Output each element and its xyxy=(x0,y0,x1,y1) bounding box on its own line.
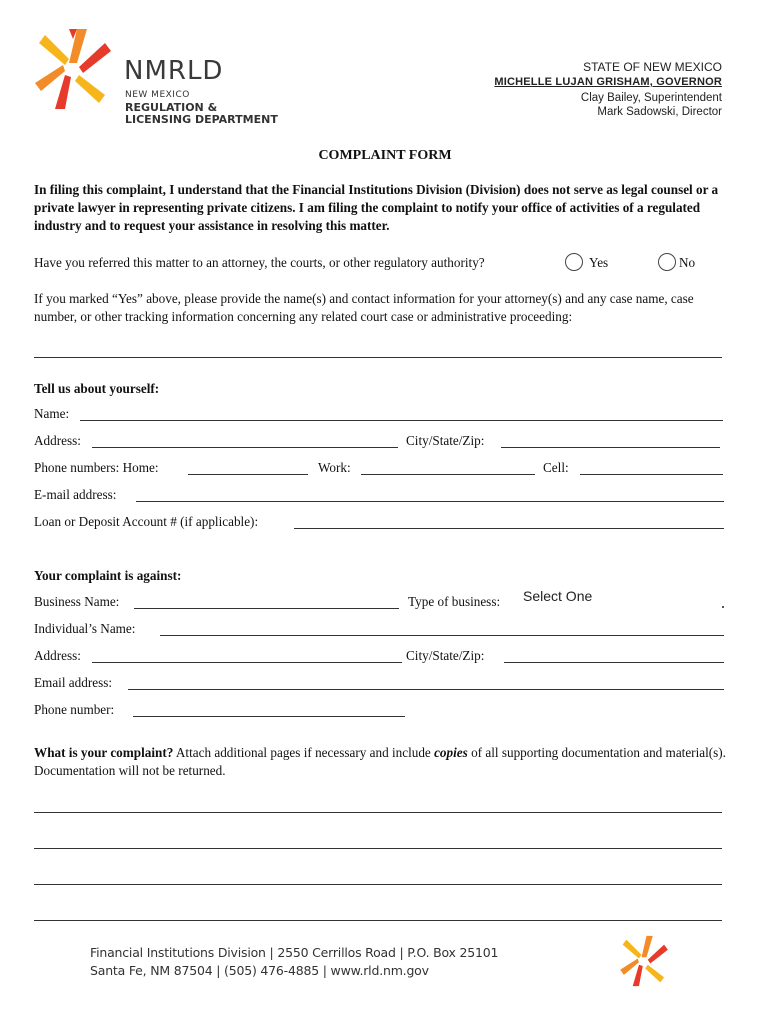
form-title: COMPLAINT FORM xyxy=(318,148,452,163)
select-dot xyxy=(722,606,724,608)
complaint-line-2[interactable] xyxy=(34,848,722,849)
referral-details-text: If you marked “Yes” above, please provide the name(s) and contact information for your attorney(s) and any case name, case number, or other tracking information concerning any related court case or administrative proceeding: xyxy=(34,291,694,324)
yes-label: Yes xyxy=(589,255,609,270)
phone-home-field[interactable] xyxy=(188,474,308,475)
phone-work-label: Work: xyxy=(318,460,351,475)
business-name-label: Business Name: xyxy=(34,594,120,609)
address-label: Address: xyxy=(34,433,81,448)
complaint-instructions xyxy=(34,744,734,780)
against-heading: Your complaint is against: xyxy=(34,568,182,583)
city-state-zip-label: City/State/Zip: xyxy=(406,433,485,448)
account-field[interactable] xyxy=(294,528,724,529)
phone-home-label: Phone numbers: Home: xyxy=(34,460,159,475)
complaint-text-b: of all supporting documentation and material(s). Documentation will not be returned. xyxy=(34,745,726,778)
business-name-field[interactable] xyxy=(134,608,399,609)
logo-line-3: LICENSING DEPARTMENT xyxy=(125,113,278,126)
phone-work-field[interactable] xyxy=(361,474,535,475)
no-label: No xyxy=(679,255,696,270)
complaint-line-3[interactable] xyxy=(34,884,722,885)
nmrld-logo-mark xyxy=(32,26,114,112)
footer-address: Financial Institutions Division | 2550 Cerrillos Road | P.O. Box 25101 xyxy=(90,945,499,960)
business-address-label: Address: xyxy=(34,648,81,663)
logo-wordmark: NMRLD xyxy=(124,56,224,86)
business-phone-field[interactable] xyxy=(133,716,405,717)
city-state-zip-field[interactable] xyxy=(501,447,720,448)
name-field[interactable] xyxy=(80,420,723,421)
complaint-line-1[interactable] xyxy=(34,812,722,813)
address-field[interactable] xyxy=(92,447,398,448)
footer-logo-mark xyxy=(616,934,672,988)
complaint-line-4[interactable] xyxy=(34,920,722,921)
account-label: Loan or Deposit Account # (if applicable): xyxy=(34,514,259,529)
intro-paragraph: In filing this complaint, I understand that the Financial Institutions Division (Division) does not serve as legal counsel or a private lawyer in representing private citizens. I am filing the complaint to notify your office of activities of a regulated industry and to request your assistance in resolving this matter. xyxy=(34,182,719,233)
business-email-field[interactable] xyxy=(128,689,724,690)
individual-name-label: Individual’s Name: xyxy=(34,621,136,636)
no-radio[interactable] xyxy=(658,253,676,271)
business-city-state-zip-label: City/State/Zip: xyxy=(406,648,485,663)
individual-name-field[interactable] xyxy=(160,635,724,636)
name-label: Name: xyxy=(34,406,70,421)
header-superintendent: Clay Bailey, Superintendent xyxy=(580,92,722,104)
yes-radio[interactable] xyxy=(565,253,583,271)
email-field[interactable] xyxy=(136,501,724,502)
referral-details-field[interactable] xyxy=(34,357,722,358)
type-of-business-label: Type of business: xyxy=(408,594,501,609)
business-address-field[interactable] xyxy=(92,662,402,663)
business-email-label: Email address: xyxy=(34,675,113,690)
footer-contact: Santa Fe, NM 87504 | (505) 476-4885 | www.rld.nm.gov xyxy=(90,963,429,978)
phone-cell-label: Cell: xyxy=(543,460,569,475)
logo-line-1: NEW MEXICO xyxy=(125,90,190,100)
phone-cell-field[interactable] xyxy=(580,474,723,475)
about-heading: Tell us about yourself: xyxy=(34,381,160,396)
business-phone-label: Phone number: xyxy=(34,702,115,717)
type-of-business-select[interactable]: Select One xyxy=(523,588,593,604)
referral-question: Have you referred this matter to an attorney, the courts, or other regulatory authority? xyxy=(34,255,485,270)
business-city-state-zip-field[interactable] xyxy=(504,662,724,663)
complaint-text-a: Attach additional pages if necessary and include xyxy=(173,745,435,760)
complaint-heading: What is your complaint? xyxy=(34,745,174,760)
header-director: Mark Sadowski, Director xyxy=(597,106,722,118)
logo-line-2: REGULATION & xyxy=(125,101,218,114)
header-state: STATE OF NEW MEXICO xyxy=(583,60,722,74)
complaint-copies: copies xyxy=(434,745,468,760)
header-governor: MICHELLE LUJAN GRISHAM, GOVERNOR xyxy=(494,76,722,88)
email-label: E-mail address: xyxy=(34,487,117,502)
